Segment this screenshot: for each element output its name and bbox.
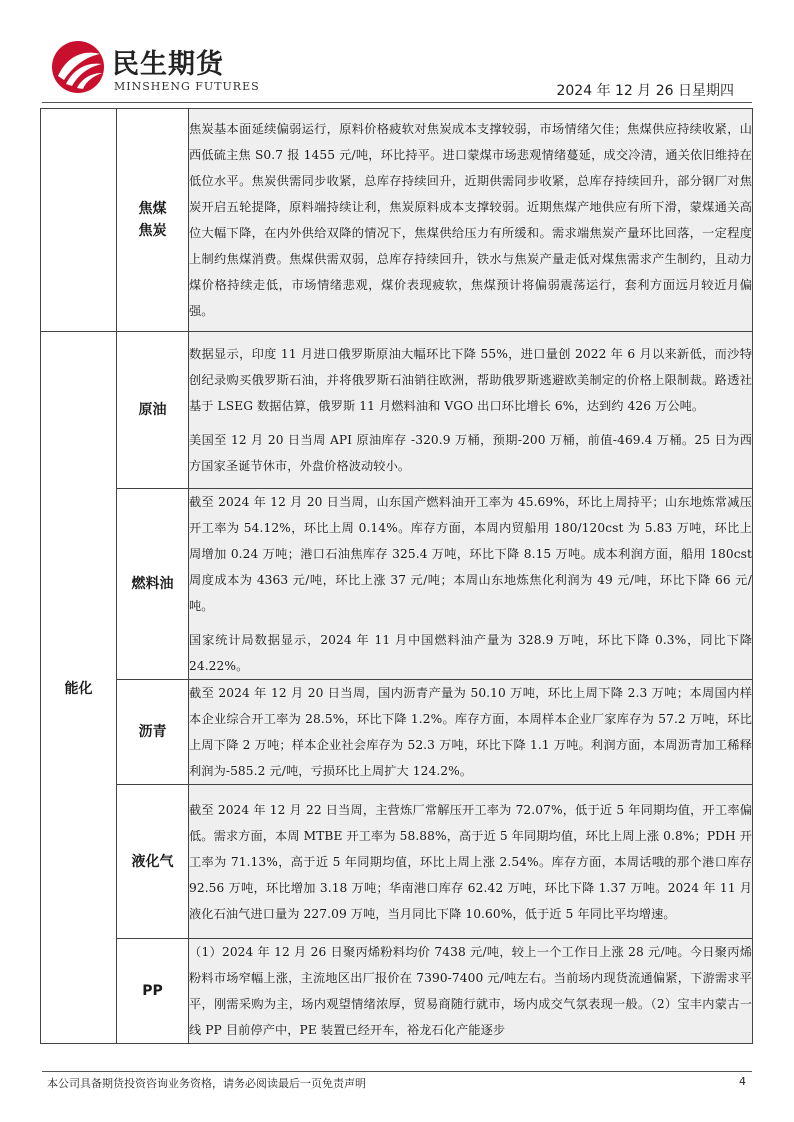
table-row xyxy=(41,489,753,680)
sector-energy: 能化 xyxy=(41,332,117,1044)
category-pp: PP xyxy=(117,939,189,1044)
category-asphalt: 沥青 xyxy=(117,680,189,785)
paragraph: 美国至 12 月 20 日当周 API 原油库存 -320.9 万桶，预期-200 万桶，前值-469.4 万桶。25 日为西方国家圣诞节休市，外盘价格波动较小。 xyxy=(189,433,752,473)
category-lpg: 液化气 xyxy=(117,785,189,939)
commentary-crude xyxy=(189,332,753,489)
category-fuel-oil: 燃料油 xyxy=(117,489,189,680)
page-number: 4 xyxy=(739,1075,746,1088)
footer-divider xyxy=(42,1071,752,1072)
commentary-lpg xyxy=(189,785,753,939)
commentary-pp xyxy=(189,939,753,1044)
paragraph: 数据显示，印度 11 月进口俄罗斯原油大幅环比下降 55%，进口量创 2022 年 6 月以来新低，而沙特创纪录购买俄罗斯石油，并将俄罗斯石油销往欧洲，帮助俄罗斯逃避欧美制定的价格上限制裁。路透社基于 LSEG 数据估算，俄罗斯 11 月燃料油和 VGO 出口环比增长 6%，达到约 426 万公吨。 xyxy=(189,347,752,413)
category-coal: 焦煤 焦炭 xyxy=(117,109,189,332)
paragraph: 截至 2024 年 12 月 20 日当周，国内沥青产量为 50.10 万吨，环比上周下降 2.3 万吨；本周国内样本企业综合开工率为 28.5%，环比下降 1.2%。库存方面，本周样本企业厂家库存为 57.2 万吨，环比上周下降 2 万吨；样本企业社会库存为 52.3 万吨，环比下降 1.1 万吨。利润方面，本周沥青加工稀释利润为-585.2 元/吨，亏损环比上周扩大 124.2%。 xyxy=(189,686,752,778)
commentary-asphalt xyxy=(189,680,753,785)
table-row xyxy=(41,680,753,785)
commentary-coal xyxy=(189,109,753,332)
paragraph: 焦炭基本面延续偏弱运行，原料价格疲软对焦炭成本支撑较弱，市场情绪欠佳；焦煤供应持续收紧，山西低硫主焦 S0.7 报 1455 元/吨，环比持平。进口蒙煤市场悲观情绪蔓延，成交冷清，通关依旧维持在低位水平。焦炭供需同步收紧，总库存持续回升，近期供需同步收紧，总库存持续回升，部分钢厂对焦炭开启五轮提降，原料端持续让利，焦炭原料成本支撑较弱。近期焦煤产地供应有所下滑，蒙煤通关高位大幅下降，在内外供给双降的情况下，焦煤供给压力有所缓和。需求端焦炭产量环比回落，一定程度上制约焦煤消费。焦煤供需双弱，总库存持续回升，铁水与焦炭产量走低对煤焦需求产生制约，且动力煤价格持续走低，市场情绪悲观，煤价表现疲软，焦煤预计将偏弱震荡运行，套利方面远月较近月偏强。 xyxy=(189,122,752,318)
paragraph: 截至 2024 年 12 月 20 日当周，山东国产燃料油开工率为 45.69%，环比上周持平；山东地炼常减压开工率为 54.12%，环比上周 0.14%。库存方面，本周内贸船用 180/120cst 为 5.83 万吨，环比上周增加 0.24 万吨；港口石油焦库存 325.4 万吨，环比下降 8.15 万吨。成本利润方面，船用 180cst 周度成本为 4363 元/吨，环比上涨 37 元/吨；本周山东地炼焦化利润为 49 元/吨，环比下降 66 元/吨。 xyxy=(189,495,752,613)
table-row xyxy=(41,939,753,1044)
category-crude: 原油 xyxy=(117,332,189,489)
footer-disclaimer: 本公司具备期货投资咨询业务资格，请务必阅读最后一页免责声明 xyxy=(47,1077,366,1090)
commodity-table xyxy=(40,108,753,1044)
header-divider xyxy=(42,102,752,103)
table-row xyxy=(41,332,753,489)
paragraph: 截至 2024 年 12 月 22 日当周，主营炼厂常解压开工率为 72.07%，低于近 5 年同期均值，开工率偏低。需求方面，本周 MTBE 开工率为 58.88%，高于近 5 年同期均值，环比上周上涨 0.8%；PDH 开工率为 71.13%，高于近 5 年同期均值，环比上周上涨 2.54%。库存方面，本周话哦的那个港口库存 92.56 万吨，环比增加 3.18 万吨；华南港口库存 62.42 万吨，环比下降 1.37 万吨。2024 年 11 月液化石油气进口量为 227.09 万吨，当月同比下降 10.60%，低于近 5 年同比平均增速。 xyxy=(189,802,752,921)
report-date: 2024 年 12 月 26 日星期四 xyxy=(556,83,734,99)
page-header xyxy=(0,0,794,108)
brand-name-cn: 民生期货 xyxy=(112,49,224,80)
brand-name-en: MINSHENG FUTURES xyxy=(114,80,260,93)
minsheng-logo-icon xyxy=(50,40,106,94)
commentary-fuel-oil xyxy=(189,489,753,680)
table-row xyxy=(41,109,753,332)
sector-cell-empty xyxy=(41,109,117,332)
paragraph: （1）2024 年 12 月 26 日聚丙烯粉料均价 7438 元/吨，较上一个工作日上涨 28 元/吨。今日聚丙烯粉料市场窄幅上涨，主流地区出厂报价在 7390-7400 元/吨左右。当前场内现货流通偏紧，下游需求平平，刚需采购为主，场内观望情绪浓厚，贸易商随行就市，场内成交气氛表现一般。（2）宝丰内蒙古一线 PP 目前停产中，PE 装置已经开车，裕龙石化产能逐步 xyxy=(189,945,752,1037)
paragraph: 国家统计局数据显示，2024 年 11 月中国燃料油产量为 328.9 万吨，环比下降 0.3%，同比下降 24.22%。 xyxy=(189,633,752,673)
table-row xyxy=(41,785,753,939)
